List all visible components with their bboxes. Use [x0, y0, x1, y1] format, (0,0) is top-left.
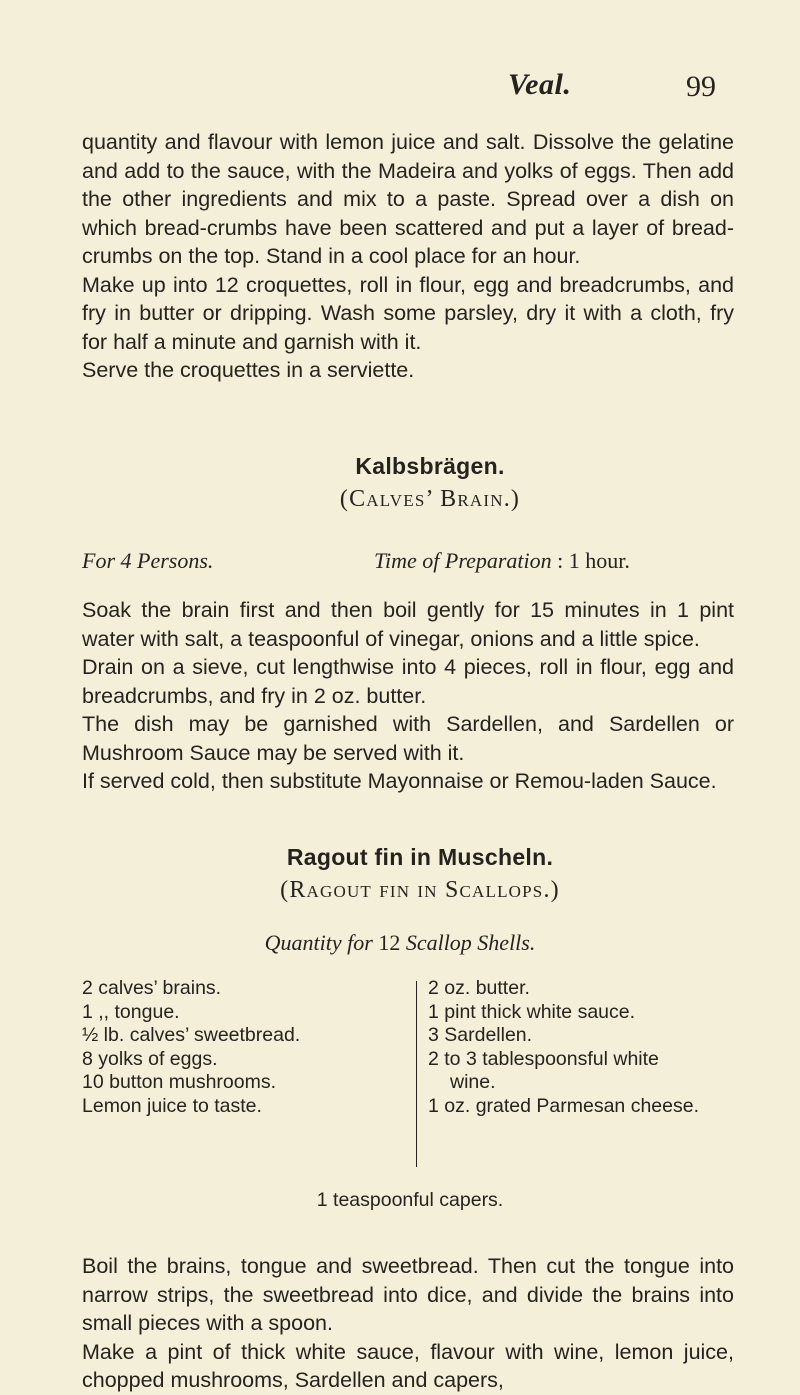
preparation-time: [374, 548, 630, 574]
ingredient: 2 calves’ brains.: [82, 977, 222, 999]
preparation-time-label: Time of Preparation: [374, 548, 552, 573]
quantity-unit: Scallop Shells.: [405, 930, 536, 955]
page-header: [0, 68, 800, 108]
recipe-quantity: [0, 930, 800, 956]
recipe-meta: [82, 548, 734, 574]
column-divider: [416, 981, 417, 1167]
recipe-title: Kalbsbrägen.: [355, 453, 505, 479]
ingredient: ½ lb. calves’ sweetbread.: [82, 1024, 301, 1046]
ingredient: 3 Sardellen.: [428, 1024, 533, 1046]
ingredient-column-left: [82, 977, 402, 1118]
recipe-instructions: [82, 1252, 734, 1395]
ingredient: 1 ,, tongue.: [82, 1000, 180, 1023]
paragraph: Soak the brain first and then boil gently for 15 minutes in 1 pint water with salt, a teaspoonful of vinegar, onions and a little spice.: [82, 598, 734, 651]
paragraph: Make a pint of thick white sauce, flavour with wine, lemon juice, chopped mushrooms, Sardellen and capers,: [82, 1339, 734, 1392]
ingredient: 2 oz. butter.: [428, 977, 530, 999]
persons-count: For 4 Persons.: [82, 548, 214, 573]
recipe-subtitle: (Ragout fin in Scallops.): [280, 877, 560, 903]
ingredient-continuation: wine.: [450, 1071, 496, 1093]
ingredient: 1 teaspoonful capers.: [316, 1189, 504, 1211]
paragraph: Drain on a sieve, cut lengthwise into 4 pieces, roll in flour, egg and breadcrumbs, and fry in 2 oz. butter.: [82, 655, 734, 708]
paragraph: If served cold, then substitute Mayonnaise or Remou-laden Sauce.: [82, 769, 717, 793]
quantity-label: Quantity for: [264, 930, 373, 955]
ingredient: 1 oz. grated Parmesan cheese.: [428, 1094, 699, 1117]
continued-recipe-text: [82, 128, 734, 385]
page-number: 99: [686, 70, 716, 103]
running-head: Veal.: [508, 68, 572, 101]
ingredient: 2 to 3 tablespoonsful white: [428, 1047, 659, 1070]
recipe-instructions: [82, 596, 734, 796]
recipe-subtitle: (Calves’ Brain.): [339, 486, 521, 512]
ingredient: Lemon juice to taste.: [82, 1094, 262, 1117]
recipe-title: Ragout fin in Muscheln.: [286, 844, 554, 870]
paragraph: The dish may be garnished with Sardellen, and Sardellen or Mushroom Sauce may be served with it.: [82, 712, 734, 765]
ingredient-column-right: [428, 977, 748, 1118]
ingredient: 10 button mushrooms.: [82, 1071, 277, 1093]
paragraph: quantity and flavour with lemon juice and salt. Dissolve the gelatine and add to the sauce, with the Madeira and yolks of eggs. Then add the other ingredients and mix to a paste. Spread over a dish on which bread-crumbs have been scattered and put a layer of bread-crumbs on the top. Stand in a cool place for an hour.: [82, 130, 734, 268]
ingredient: 8 yolks of eggs.: [82, 1047, 218, 1070]
paragraph: Boil the brains, tongue and sweetbread. Then cut the tongue into narrow strips, the sweetbread into dice, and divide the brains into small pieces with a spoon.: [82, 1254, 734, 1335]
ingredient-list: [82, 977, 742, 1207]
preparation-time-value: : 1 hour.: [551, 548, 630, 573]
paragraph: Serve the croquettes in a serviette.: [82, 358, 415, 382]
ingredient: 1 pint thick white sauce.: [428, 1000, 636, 1023]
quantity-number: 12: [372, 930, 406, 955]
paragraph: Make up into 12 croquettes, roll in flour, egg and breadcrumbs, and fry in butter or dripping. Wash some parsley, dry it with a cloth, fry for half a minute and garnish with it.: [82, 272, 734, 354]
